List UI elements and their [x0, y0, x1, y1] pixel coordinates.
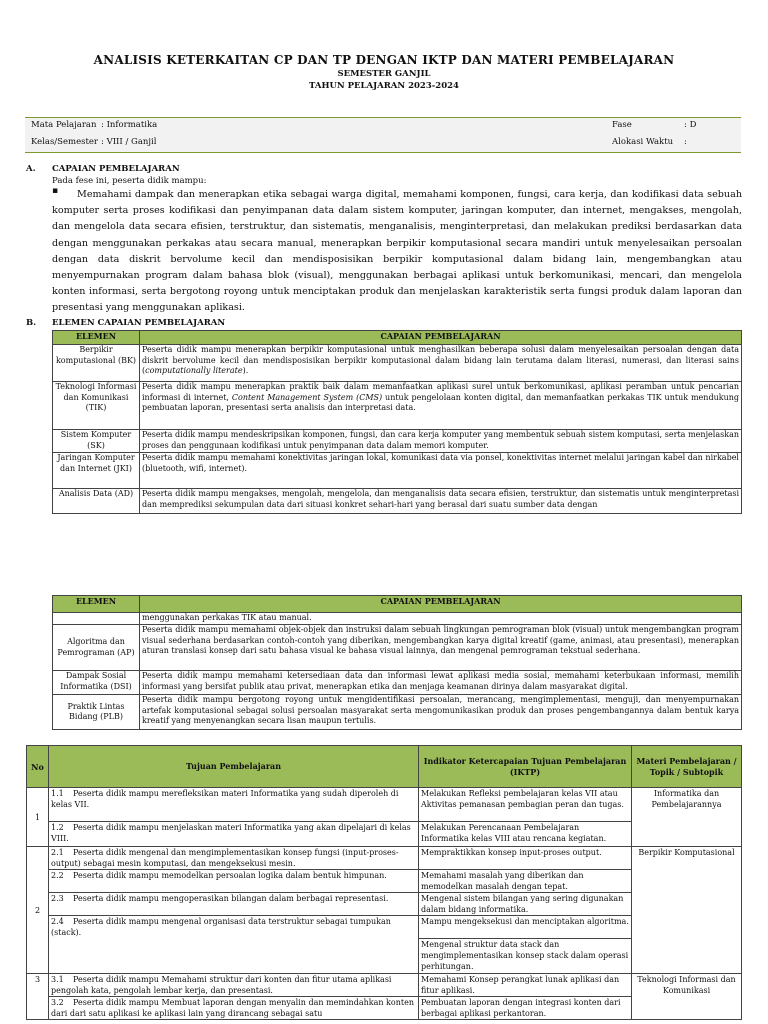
- learning-outcome-paragraph: Memahami dampak dan menerapkan etika sebagai warga digital, memahami komponen, fungsi, cara kerja, dan kodifikasi data sebuah komputer serta proses kodifikasi dan penyimpanan data dalam sistem komputer, jaringan komputer, dan internet, mengakses, mengolah, dan mengelola data secara efisien, terstruktur, dan sistematis, menganalisis, menginterpretasi, dan melakukan prediksi berdasarkan data dengan menggunakan perkakas atau secara manual, menerapkan berpikir komputasional secara mandiri untuk menyelesaikan persoalan dengan data diskrit bervolume kecil dan mendisposisikan berpikir komputasional dalam bidang lain, mengembangkan atau menyempurnakan program dalam bahasa blok (visual), menggunakan berbagai aplikasi untuk berkomunikasi, mencari, dan mengelola konten informasi, serta bergotong royong untuk menciptakan produk dan menjelaskan karakteristik serta fungsi produk dalam laporan dan presentasi yang menggunakan aplikasi.: [52, 189, 742, 314]
- class-semester-value: : VIII / Ganjil: [101, 137, 157, 147]
- element-table-part1: [52, 330, 742, 514]
- objective-cell: 2.3 Peserta didik mampu mengoperasikan bilangan dalam berbagai representasi.: [49, 893, 419, 916]
- subject-info-box: [25, 117, 741, 153]
- table-row: [27, 847, 742, 870]
- col-header-tp: Tujuan Pembelajaran: [49, 746, 419, 788]
- objective-cell: 2.2 Peserta didik mampu memodelkan persoalan logika dalam bentuk himpunan.: [49, 870, 419, 893]
- table-row: [53, 695, 742, 730]
- objective-cell: 1.2 Peserta didik mampu menjelaskan materi Informatika yang akan dipelajari di kelas VIII.: [49, 822, 419, 847]
- table-row: [53, 382, 742, 430]
- class-semester-label: Kelas/Semester: [31, 137, 98, 147]
- table-row: [53, 345, 742, 382]
- element-name: Algoritma dan Pemrograman (AP): [53, 625, 140, 671]
- phase-value: : D: [684, 120, 697, 130]
- element-name: Sistem Komputer (SK): [53, 430, 140, 453]
- academic-year-label: TAHUN PELAJARAN 2023-2024: [309, 81, 459, 91]
- group-number: 3: [27, 974, 49, 1020]
- element-name: Dampak Sosial Informatika (DSI): [53, 671, 140, 695]
- indicator-cell: Melakukan Refleksi pembelajaran kelas VII atau Aktivitas pemanasan pembagian peran dan tugas.: [419, 788, 632, 822]
- group-number: 1: [27, 788, 49, 847]
- phase-label: Fase: [612, 120, 632, 130]
- document-title: ANALISIS KETERKAITAN CP DAN TP DENGAN IKTP DAN MATERI PEMBELAJARAN: [93, 53, 675, 67]
- element-table-part2: [52, 595, 742, 730]
- table-row: [27, 974, 742, 997]
- col-header-cp: CAPAIAN PEMBELAJARAN: [140, 331, 742, 345]
- subject-value: : Informatika: [101, 120, 158, 130]
- element-outcome: Peserta didik mampu mengakses, mengolah, mengelola, dan menganalisis data secara efisien, terstruktur, dan sistematis untuk menginterpretasi dan memprediksi sekumpulan data dari situasi konkret sehari-hari yang berasal dari suatu sumber data dengan: [140, 489, 742, 514]
- indicator-cell: Mampu mengeksekusi dan menciptakan algoritma.: [419, 916, 632, 939]
- section-b-letter: B.: [26, 318, 37, 328]
- learning-objectives-table: [26, 745, 742, 1020]
- element-outcome: Peserta didik mampu menerapkan berpikir komputasional untuk menghasilkan beberapa solusi dalam menyelesaikan persoalan dengan data diskrit bervolume kecil dan mendisposisikan berpikir komputasional dalam bidang lain terutama dalam literasi, numerasi, dan literasi sains (computationally literate).: [140, 345, 742, 382]
- element-outcome: Peserta didik mampu bergotong royong untuk mengidentifikasi persoalan, merancang, mengimplementasi, menguji, dan menyempurnakan artefak komputasional sebagai solusi persoalan masyarakat serta mengomunikasikan produk dan proses pengembangannya dalam bentuk karya kreatif yang menyenangkan secara lisan maupun tertulis.: [140, 695, 742, 730]
- objective-cell: 3.2 Peserta didik mampu Membuat laporan dengan menyalin dan memindahkan konten dari dari satu aplikasi ke aplikasi lain yang dirancang sebagai satu: [49, 997, 419, 1020]
- col-header-cp: CAPAIAN PEMBELAJARAN: [140, 596, 742, 613]
- objective-cell: 2.1 Peserta didik mengenal dan mengimplementasikan konsep fungsi (input-proses-output) sebagai mesin komputasi, dan mengeksekusi mesin.: [49, 847, 419, 870]
- table-row: [53, 671, 742, 695]
- table-row: [53, 489, 742, 514]
- bullet-marker: ▪: [52, 186, 59, 196]
- element-name: Berpikir komputasional (BK): [53, 345, 140, 382]
- col-header-elemen: ELEMEN: [53, 331, 140, 345]
- group-number: 2: [27, 847, 49, 974]
- time-allocation-label: Alokasi Waktu: [612, 137, 674, 147]
- materi-cell: Informatika dan Pembelajarannya: [632, 788, 742, 847]
- element-name: Teknologi Informasi dan Komunikasi (TIK): [53, 382, 140, 430]
- element-outcome-continued: menggunakan perkakas TIK atau manual.: [140, 613, 742, 625]
- indicator-cell: Mempraktikkan konsep input-proses output.: [419, 847, 632, 870]
- indicator-cell: Mengenal sistem bilangan yang sering digunakan dalam bidang informatika.: [419, 893, 632, 916]
- col-header-no: No: [27, 746, 49, 788]
- indicator-cell: Memahami masalah yang diberikan dan memodelkan masalah dengan tepat.: [419, 870, 632, 893]
- col-header-elemen: ELEMEN: [53, 596, 140, 613]
- objective-cell: 1.1 Peserta didik mampu merefleksikan materi Informatika yang sudah diperoleh di kelas VII.: [49, 788, 419, 822]
- indicator-cell: Memahami Konsep perangkat lunak aplikasi dan fitur aplikasi.: [419, 974, 632, 997]
- section-b-heading: ELEMEN CAPAIAN PEMBELAJARAN: [52, 318, 226, 328]
- element-name: Analisis Data (AD): [53, 489, 140, 514]
- section-a-heading: CAPAIAN PEMBELAJARAN: [52, 164, 180, 174]
- element-name: Praktik Lintas Bidang (PLB): [53, 695, 140, 730]
- objective-cell: 2.4 Peserta didik mampu mengenal organisasi data terstruktur sebagai tumpukan (stack).: [49, 916, 419, 974]
- indicator-cell: Mengenal struktur data stack dan mengimplementasikan konsep stack dalam operasi perhitungan.: [419, 939, 632, 974]
- semester-label: SEMESTER GANJIL: [337, 69, 431, 79]
- section-a-letter: A.: [26, 164, 36, 174]
- indicator-cell: Melakukan Perencanaan Pembelajaran Informatika kelas VIII atau rencana kegiatan.: [419, 822, 632, 847]
- col-header-materi: Materi Pembelajaran / Topik / Subtopik: [632, 746, 742, 788]
- element-name: Jaringan Komputer dan Internet (JKI): [53, 453, 140, 489]
- table-row: [53, 625, 742, 671]
- subject-label: Mata Pelajaran: [31, 120, 97, 130]
- table-row: [27, 788, 742, 822]
- table-row: [53, 430, 742, 453]
- element-outcome: Peserta didik mampu memahami konektivitas jaringan lokal, komunikasi data via ponsel, konektivitas internet melalui jaringan kabel dan nirkabel (bluetooth, wifi, internet).: [140, 453, 742, 489]
- materi-cell: Berpikir Komputasional: [632, 847, 742, 974]
- table-row: [53, 453, 742, 489]
- element-outcome: Peserta didik mampu memahami ketersediaan data dan informasi lewat aplikasi media sosial, memahami keterbukaan informasi, memilih informasi yang bersifat publik atau privat, menerapkan etika dan menjaga keamanan dirinya dalam masyarakat digital.: [140, 671, 742, 695]
- element-outcome: Peserta didik mampu mendeskripsikan komponen, fungsi, dan cara kerja komputer yang membentuk sebuah sistem komputasi, serta menjelaskan proses dan penggunaan kodifikasi untuk penyimpanan data dalam memori komputer.: [140, 430, 742, 453]
- objective-cell: 3.1 Peserta didik mampu Memahami struktur dari konten dan fitur utama aplikasi pengolah kata, pengolah lembar kerja, dan presentasi.: [49, 974, 419, 997]
- section-a-intro: Pada fese ini, peserta didik mampu:: [52, 176, 207, 186]
- table-row: [53, 613, 742, 625]
- materi-cell: Teknologi Informasi dan Komunikasi: [632, 974, 742, 1020]
- col-header-iktp: Indikator Ketercapaian Tujuan Pembelajaran (IKTP): [419, 746, 632, 788]
- element-outcome: Peserta didik mampu memahami objek-objek dan instruksi dalam sebuah lingkungan pemrograman blok (visual) untuk mengembangkan program visual sederhana berdasarkan contoh-contoh yang diberikan, mengembangkan karya digital kreatif (game, animasi, atau presentasi), menerapkan aturan translasi konsep dari satu bahasa visual ke bahasa visual lainnya, dan mengenal pemrograman tekstual sederhana.: [140, 625, 742, 671]
- element-outcome: Peserta didik mampu menerapkan praktik baik dalam memanfaatkan aplikasi surel untuk berkomunikasi, aplikasi peramban untuk pencarian informasi di internet, Content Management System (CMS) untuk pengelolaan konten digital, dan memanfaatkan perkakas TIK untuk mendukung pembuatan laporan, presentasi serta analisis dan interpretasi data.: [140, 382, 742, 430]
- indicator-cell: Pembuatan laporan dengan integrasi konten dari berbagai aplikasi perkantoran.: [419, 997, 632, 1020]
- time-allocation-value: :: [684, 137, 687, 147]
